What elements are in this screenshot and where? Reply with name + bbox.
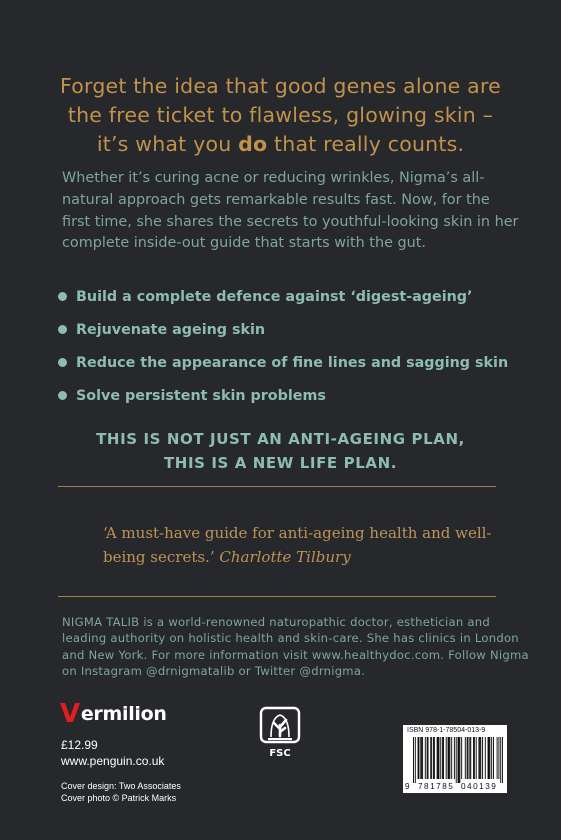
benefit-item: [57, 353, 537, 386]
headline-line-3-end: that really counts.: [267, 132, 465, 156]
barcode-bar: [446, 737, 447, 779]
fsc-label: FSC: [269, 748, 291, 759]
barcode-bar: [430, 737, 431, 779]
headline-emphasis: do: [238, 132, 268, 156]
barcode-bar: [465, 737, 466, 779]
benefit-text: Solve persistent skin problems: [76, 388, 326, 404]
barcode-bar: [448, 737, 449, 779]
quote-author: Charlotte Tilbury: [219, 548, 351, 566]
barcode-bar: [489, 737, 490, 779]
benefit-item: [57, 386, 537, 419]
price-block: [61, 737, 164, 769]
cover-photo-credit: Cover photo © Patrick Marks: [61, 793, 177, 803]
barcode-bar: [488, 737, 489, 779]
price: £12.99: [61, 738, 98, 752]
bullet-dot-icon: [58, 292, 67, 301]
bullet-dot-icon: [58, 358, 67, 367]
barcode-bar: [500, 737, 501, 783]
barcode-bar: [438, 737, 439, 779]
barcode-bar: [468, 737, 469, 779]
barcode-bar: [461, 737, 462, 779]
bullet-dot-icon: [58, 325, 67, 334]
publisher-logo: [60, 699, 167, 729]
divider-bottom: [58, 596, 496, 597]
barcode-bar: [469, 737, 470, 779]
barcode-bar: [449, 737, 450, 779]
bullet-dot-icon: [58, 391, 67, 400]
barcode-bar: [470, 737, 471, 779]
benefit-text: Rejuvenate ageing skin: [76, 322, 266, 338]
barcode-bar: [467, 737, 468, 779]
headline-line-2: the free ticket to flawless, glowing skin –: [67, 103, 494, 127]
cover-design-credit: Cover design: Two Associates: [61, 781, 181, 791]
headline-line-3: [0, 130, 561, 159]
barcode-bar: [428, 737, 429, 779]
divider-top: [58, 486, 496, 487]
tagline-line-2: THIS IS A NEW LIFE PLAN.: [163, 454, 398, 472]
barcode-bar: [459, 737, 460, 783]
barcode-bars: [413, 737, 503, 785]
publisher-name: ermilion: [80, 703, 167, 725]
benefit-item: [57, 320, 537, 353]
barcode-bar: [456, 737, 457, 783]
barcode-bar: [497, 737, 498, 779]
benefit-text: Build a complete defence against ‘digest-ageing’: [76, 289, 473, 305]
barcode-bar: [458, 737, 459, 783]
fsc-logo: [259, 706, 301, 760]
barcode-bar: [440, 737, 441, 779]
quote-text: ‘A must-have guide for anti-ageing health and well-being secrets.’: [103, 524, 492, 566]
barcode-bar: [473, 737, 474, 779]
barcode-digits-right: 040139: [461, 782, 498, 791]
barcode-bar: [434, 737, 435, 779]
barcode-bar: [442, 737, 443, 779]
cover-credits: [61, 780, 181, 804]
barcode-bar: [421, 737, 422, 779]
barcode-bar: [422, 737, 423, 779]
benefit-list: [57, 287, 537, 419]
barcode-bar: [458, 737, 459, 783]
barcode-bar: [488, 737, 489, 779]
barcode-digits-left: 781785: [418, 782, 455, 791]
barcode-lead-digit: 9: [405, 782, 410, 791]
headline: [0, 72, 561, 159]
barcode-bar: [438, 737, 439, 779]
intro-paragraph: Whether it’s curing acne or reducing wrinkles, Nigma’s all-natural approach gets remarkable results fast. Now, for the first time, she shares the secrets to youthful-looking skin in her complete inside-out guide that starts with the gut.: [62, 170, 519, 252]
author-name: NIGMA TALIB: [62, 615, 140, 629]
barcode-bar: [418, 737, 419, 779]
barcode-bar: [476, 737, 477, 779]
tagline-line-1: THIS IS NOT JUST AN ANTI-AGEING PLAN,: [96, 430, 465, 448]
benefit-item: [57, 287, 537, 320]
endorsement-quote: [103, 521, 503, 569]
barcode-bar: [498, 737, 499, 779]
barcode-bar: [420, 737, 421, 779]
barcode-bar: [418, 737, 419, 779]
author-bio: [62, 614, 532, 680]
barcode-bar: [437, 737, 438, 779]
barcode-bar: [478, 737, 479, 779]
headline-line-1: Forget the idea that good genes alone are: [60, 74, 501, 98]
barcode-bar: [448, 737, 449, 779]
barcode-bar: [415, 737, 416, 783]
barcode: [403, 725, 507, 793]
fsc-tree-icon: [259, 706, 301, 760]
vermilion-mark-icon: V: [60, 699, 80, 729]
barcode-bar: [474, 737, 475, 779]
barcode-bar: [491, 737, 492, 779]
barcode-bar: [482, 737, 483, 779]
barcode-bar: [479, 737, 480, 779]
barcode-bar: [502, 737, 503, 783]
barcode-bar: [485, 737, 486, 779]
barcode-bar: [427, 737, 428, 779]
barcode-bar: [443, 737, 444, 779]
isbn-number: ISBN 978-1-78504-013-9: [407, 727, 486, 734]
barcode-bar: [431, 737, 432, 779]
author-bio-text: is a world-renowned naturopathic doctor, esthetician and leading authority on holistic health and skin-care. She has clinics in London and New York. For more information visit www.healthydoc.com. Follow Nigma on Instagram @drnigmatalib or Twitter @drnigma.: [62, 615, 529, 679]
barcode-bar: [413, 737, 414, 783]
publisher-website: www.penguin.co.uk: [61, 754, 165, 768]
barcode-bar: [425, 737, 426, 779]
barcode-bar: [451, 737, 452, 779]
headline-line-3-start: it’s what you: [96, 132, 239, 156]
tagline: [0, 427, 561, 475]
barcode-bar: [454, 737, 455, 779]
barcode-bar: [433, 737, 434, 779]
benefit-text: Reduce the appearance of fine lines and sagging skin: [76, 355, 509, 371]
barcode-bar: [480, 737, 481, 779]
barcode-bar: [493, 737, 494, 779]
